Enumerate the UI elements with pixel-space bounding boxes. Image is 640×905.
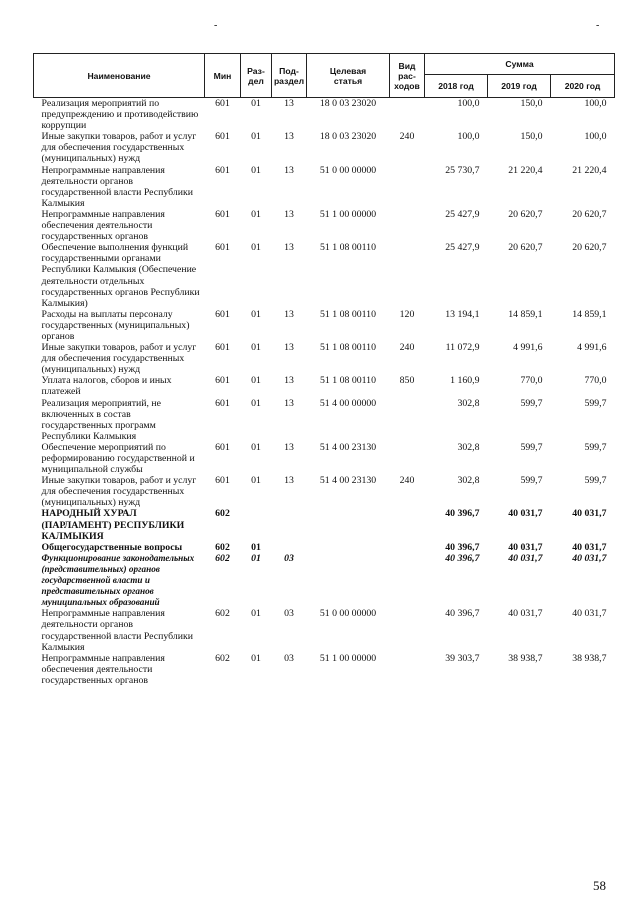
- row-podrazdel: 03: [284, 608, 294, 620]
- row-target: [307, 553, 390, 608]
- row-razdel: 01: [251, 342, 261, 354]
- row-min: 602: [215, 541, 230, 553]
- row-vid: [390, 542, 425, 553]
- row-min: 601: [215, 441, 230, 453]
- row-2018: 25 730,7: [445, 164, 480, 176]
- row-2020: 100,0: [584, 98, 607, 109]
- row-2019: 599,7: [520, 475, 543, 487]
- row-podrazdel: 03: [284, 652, 294, 664]
- row-razdel: 01: [251, 652, 261, 664]
- row-2018: 40 396,7: [445, 541, 480, 553]
- row-min: 601: [215, 342, 230, 354]
- table-row: [34, 398, 615, 442]
- row-target: 51 4 00 23130: [319, 475, 377, 487]
- table-row: [34, 309, 615, 342]
- row-vid: [390, 98, 425, 132]
- row-razdel: 01: [251, 608, 261, 620]
- row-min: 601: [215, 131, 230, 143]
- row-vid: [390, 398, 425, 442]
- row-razdel: 01: [251, 164, 261, 176]
- row-razdel: 01: [251, 441, 261, 453]
- row-target: [307, 542, 390, 553]
- row-2018: 25 427,9: [445, 242, 480, 254]
- table-row: [34, 209, 615, 242]
- table-row: [34, 553, 615, 608]
- row-name: Иные закупки товаров, работ и услуг для обеспечения государственных (муниципальных) нужд: [41, 342, 197, 376]
- header-vid: Вид рас- ходов: [390, 54, 425, 98]
- row-name: Уплата налогов, сборов и иных платежей: [41, 375, 172, 398]
- row-podrazdel: 03: [284, 552, 294, 564]
- row-podrazdel: 13: [284, 208, 294, 220]
- row-podrazdel: 13: [284, 164, 294, 176]
- row-2019: 40 031,7: [508, 608, 543, 620]
- row-podrazdel: 13: [284, 308, 294, 320]
- row-podrazdel: [272, 542, 307, 553]
- row-name: Функционирование законодательных (представительных) органов государственной власти и представительных органов муниципальных образований: [41, 552, 195, 608]
- row-min: 601: [215, 208, 230, 220]
- table-row: [34, 508, 615, 541]
- row-min: 601: [215, 375, 230, 387]
- row-name: Реализация мероприятий по предупреждению и противодействию коррупции: [41, 98, 199, 132]
- row-name: Иные закупки товаров, работ и услуг для обеспечения государственных (муниципальных) нужд: [41, 475, 197, 509]
- row-vid: [390, 608, 425, 652]
- row-2018: 302,8: [457, 441, 480, 453]
- row-2018: 40 396,7: [445, 608, 480, 620]
- row-podrazdel: 13: [284, 131, 294, 143]
- row-2020: 599,7: [584, 441, 607, 453]
- row-2019: 20 620,7: [508, 208, 543, 220]
- row-name: Иные закупки товаров, работ и услуг для обеспечения государственных (муниципальных) нужд: [41, 131, 197, 165]
- row-name: Непрограммные направления деятельности органов государственной власти Республики Калмыкия: [41, 608, 193, 653]
- row-podrazdel: 13: [284, 397, 294, 409]
- row-razdel: 01: [251, 552, 261, 564]
- row-name: НАРОДНЫЙ ХУРАЛ (ПАРЛАМЕНТ) РЕСПУБЛИКИ КАЛМЫКИЯ: [41, 508, 185, 542]
- table-row: [34, 242, 615, 309]
- row-razdel: 01: [251, 375, 261, 387]
- row-2020: 20 620,7: [572, 208, 607, 220]
- row-vid: 240: [399, 475, 415, 487]
- row-vid: 120: [399, 308, 415, 320]
- row-podrazdel: 13: [284, 475, 294, 487]
- row-target: 51 4 00 00000: [319, 397, 377, 409]
- row-name: Общегосударственные вопросы: [41, 541, 183, 553]
- row-razdel: 01: [251, 397, 261, 409]
- row-min: 601: [215, 308, 230, 320]
- table-row: [34, 165, 615, 209]
- table-row: [34, 342, 615, 375]
- row-2020: 40 031,7: [572, 541, 607, 553]
- row-target: 51 1 00 00000: [319, 208, 377, 220]
- row-2018: 13 194,1: [445, 308, 480, 320]
- row-2018: 40 396,7: [445, 508, 480, 520]
- row-2018: 302,8: [457, 475, 480, 487]
- row-min: 601: [215, 164, 230, 176]
- row-vid: [390, 508, 425, 541]
- row-2020: 20 620,7: [572, 242, 607, 254]
- row-2019: 14 859,1: [508, 308, 543, 320]
- row-name: Обеспечение мероприятий по реформированию государственной и муниципальной службы: [41, 441, 195, 476]
- table-row: [34, 131, 615, 164]
- row-min: 601: [215, 98, 230, 109]
- row-2019: 21 220,4: [508, 164, 543, 176]
- row-razdel: 01: [251, 242, 261, 254]
- row-2019: 599,7: [520, 441, 543, 453]
- row-razdel: 01: [251, 131, 261, 143]
- row-name: Расходы на выплаты персоналу государственных (муниципальных) органов: [41, 308, 190, 342]
- table-body: [34, 98, 615, 686]
- row-2018: 100,0: [457, 98, 480, 109]
- row-vid: [390, 242, 425, 309]
- header-2019: 2019 год: [488, 75, 551, 98]
- row-target: 51 1 08 00110: [320, 375, 376, 387]
- row-name: Реализация мероприятий, не включенных в состав государственных программ Республики Калмыкия: [41, 397, 162, 442]
- row-min: 601: [215, 242, 230, 254]
- table-row: [34, 653, 615, 686]
- row-2019: 40 031,7: [508, 541, 543, 553]
- row-vid: [390, 165, 425, 209]
- header-name: Наименование: [34, 54, 205, 98]
- row-target: 18 0 03 23020: [319, 98, 377, 109]
- row-name: Непрограммные направления обеспечения деятельности государственных органов: [41, 208, 165, 243]
- row-2019: 38 938,7: [508, 652, 543, 664]
- row-2020: 599,7: [584, 475, 607, 487]
- row-razdel: 01: [251, 541, 261, 553]
- row-2019: 599,7: [520, 397, 543, 409]
- row-2018: 11 072,9: [445, 342, 480, 354]
- row-min: 602: [215, 508, 230, 520]
- row-target: [307, 508, 390, 541]
- row-razdel: 01: [251, 98, 261, 109]
- table-row: [34, 375, 615, 397]
- row-2020: 38 938,7: [572, 652, 607, 664]
- row-2019: 770,0: [520, 375, 543, 387]
- row-razdel: [241, 508, 272, 541]
- row-min: 601: [215, 475, 230, 487]
- row-vid: 240: [399, 131, 415, 143]
- top-mark-right: -: [596, 20, 600, 31]
- row-2019: 40 031,7: [508, 552, 543, 564]
- row-razdel: 01: [251, 308, 261, 320]
- row-2020: 770,0: [584, 375, 607, 387]
- row-podrazdel: 13: [284, 375, 294, 387]
- row-vid: [390, 442, 425, 475]
- row-podrazdel: [272, 508, 307, 541]
- budget-table: [33, 53, 615, 686]
- row-podrazdel: 13: [284, 242, 294, 254]
- header-razdel: Раз- дел: [241, 54, 272, 98]
- header-sum: Сумма: [425, 54, 615, 75]
- row-podrazdel: 13: [284, 342, 294, 354]
- row-2019: 20 620,7: [508, 242, 543, 254]
- row-2019: 150,0: [520, 98, 543, 109]
- table-row: [34, 442, 615, 475]
- row-target: 51 1 00 00000: [319, 652, 377, 664]
- row-name: Обеспечение выполнения функций государственными органами Республики Калмыкия (Обеспечение деятельности отдельных государственных органов Республики Калмыкия): [41, 242, 200, 309]
- row-2019: 4 991,6: [513, 342, 543, 354]
- row-target: 51 4 00 23130: [319, 441, 377, 453]
- header-2020: 2020 год: [551, 75, 615, 98]
- row-2019: 40 031,7: [508, 508, 543, 520]
- row-target: 51 0 00 00000: [319, 608, 377, 620]
- row-vid: [390, 209, 425, 242]
- page-number: 58: [593, 878, 606, 893]
- top-mark-left: -: [214, 20, 218, 31]
- row-target: 51 1 08 00110: [320, 342, 376, 354]
- row-2020: 40 031,7: [572, 608, 607, 620]
- row-vid: [390, 653, 425, 686]
- header-podrazdel: Под- раздел: [272, 54, 307, 98]
- table-row: [34, 98, 615, 132]
- row-target: 51 0 00 00000: [319, 164, 377, 176]
- row-2020: 14 859,1: [572, 308, 607, 320]
- header-min: Мин: [205, 54, 241, 98]
- row-2018: 302,8: [457, 397, 480, 409]
- row-target: 18 0 03 23020: [319, 131, 377, 143]
- row-vid: [390, 553, 425, 608]
- row-vid: 240: [399, 342, 415, 354]
- row-podrazdel: 13: [284, 98, 294, 109]
- row-2019: 150,0: [520, 131, 543, 143]
- row-podrazdel: 13: [284, 441, 294, 453]
- row-2020: 599,7: [584, 397, 607, 409]
- table-row: [34, 475, 615, 508]
- row-2020: 21 220,4: [572, 164, 607, 176]
- row-razdel: 01: [251, 475, 261, 487]
- row-2018: 25 427,9: [445, 208, 480, 220]
- row-2020: 40 031,7: [572, 552, 607, 564]
- row-vid: 850: [399, 375, 415, 387]
- row-2018: 39 303,7: [445, 652, 480, 664]
- row-razdel: 01: [251, 208, 261, 220]
- table-row: [34, 608, 615, 652]
- header-target: Целевая статья: [307, 54, 390, 98]
- row-min: 602: [215, 652, 230, 664]
- row-target: 51 1 08 00110: [320, 242, 376, 254]
- header-2018: 2018 год: [425, 75, 488, 98]
- row-target: 51 1 08 00110: [320, 308, 376, 320]
- row-min: 602: [215, 552, 230, 564]
- table-row: [34, 542, 615, 553]
- row-name: Непрограммные направления обеспечения деятельности государственных органов: [41, 652, 165, 686]
- row-2020: 100,0: [584, 131, 607, 143]
- row-2018: 40 396,7: [445, 552, 480, 564]
- row-min: 602: [215, 608, 230, 620]
- row-2018: 1 160,9: [450, 375, 480, 387]
- row-name: Непрограммные направления деятельности органов государственной власти Республики Калмыкия: [41, 164, 193, 209]
- row-2020: 4 991,6: [577, 342, 607, 354]
- row-2018: 100,0: [457, 131, 480, 143]
- row-2020: 40 031,7: [572, 508, 607, 520]
- row-min: 601: [215, 397, 230, 409]
